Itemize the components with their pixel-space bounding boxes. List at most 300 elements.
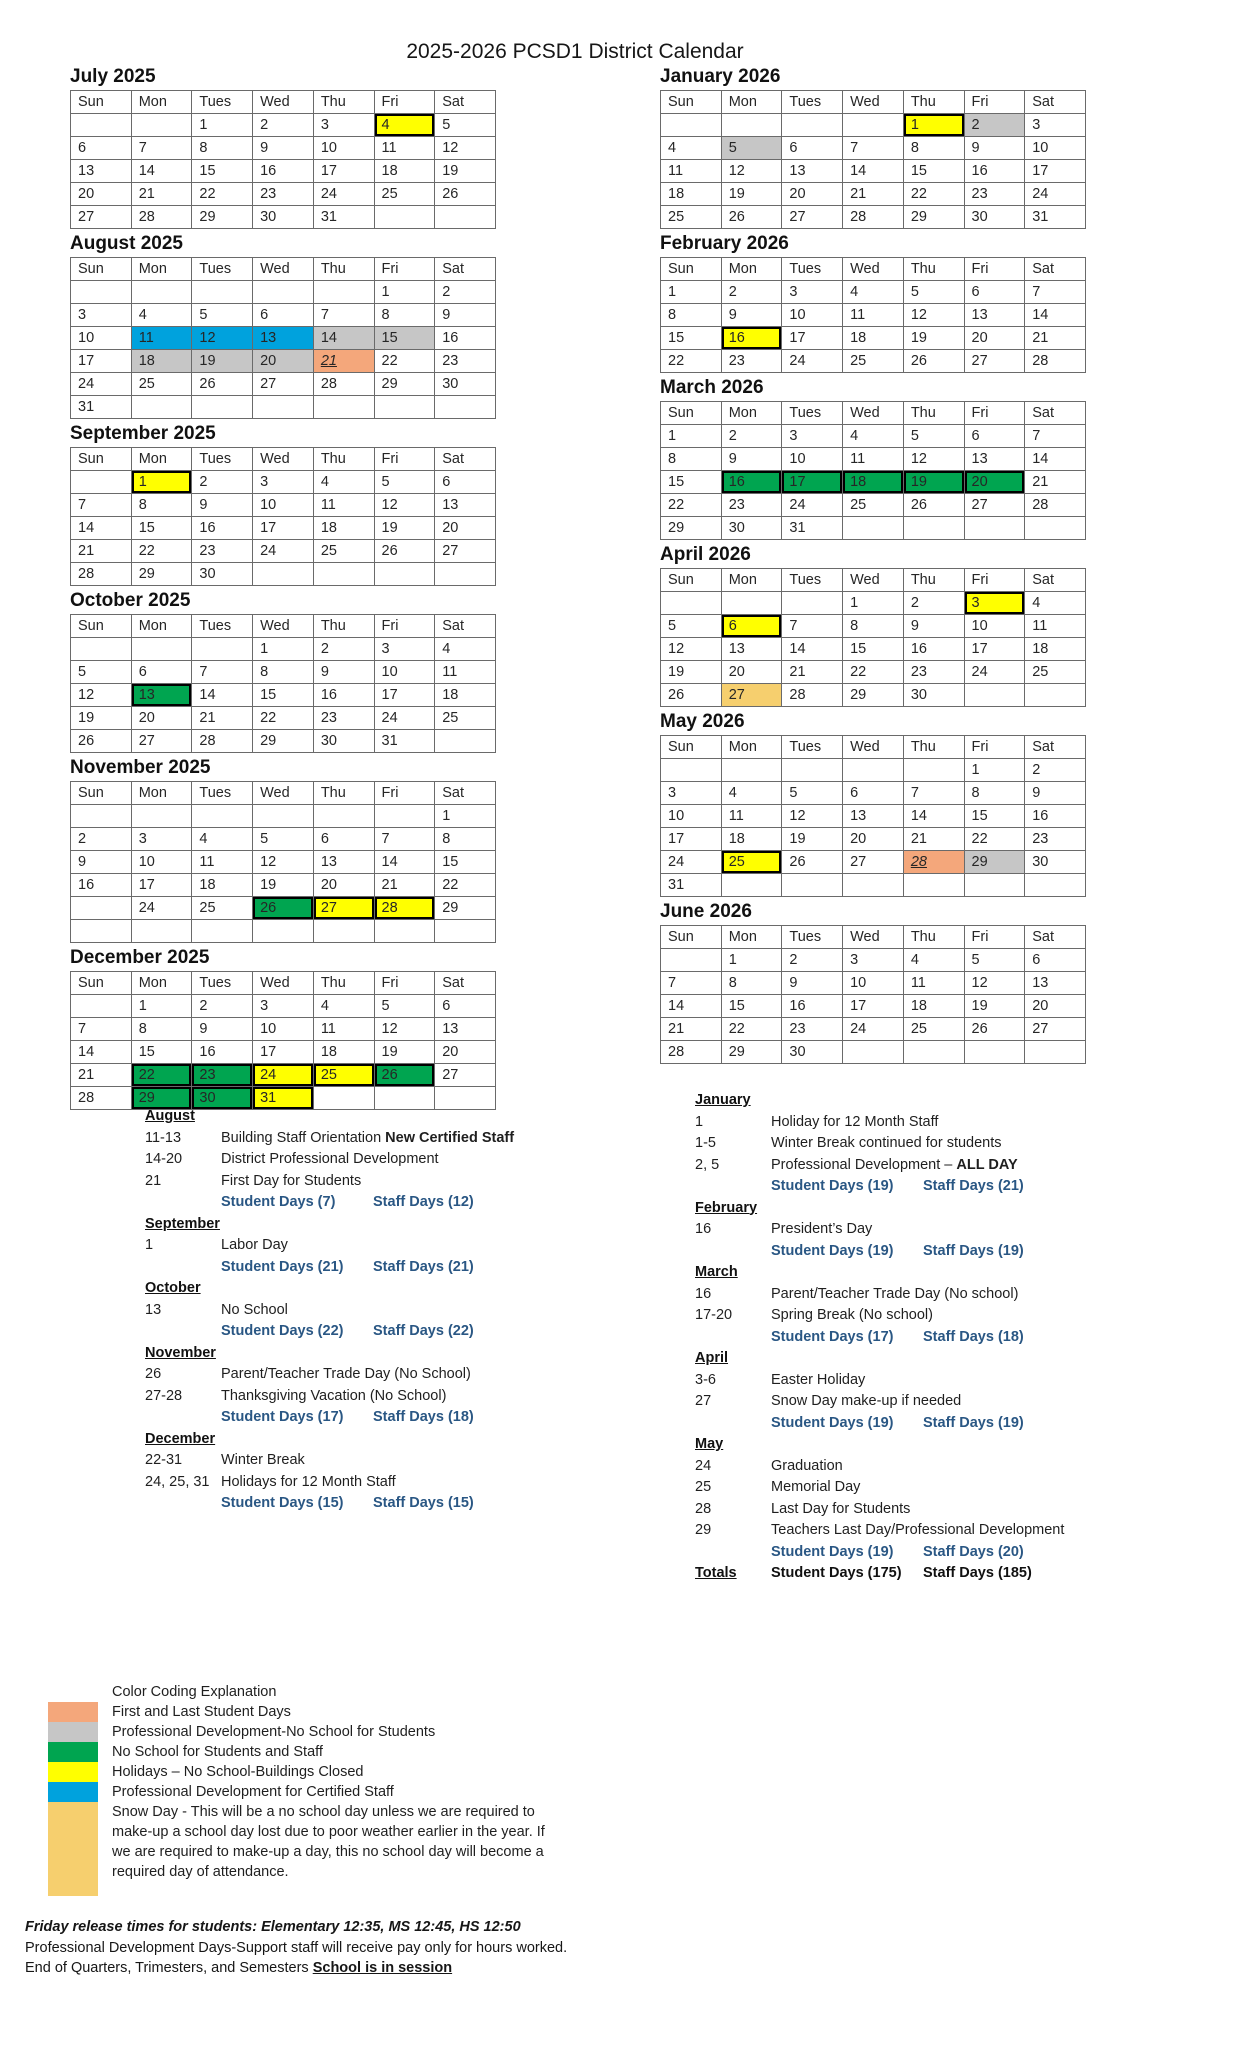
notes-month-header: December xyxy=(145,1430,216,1447)
note-line xyxy=(145,1386,605,1408)
day-header-row xyxy=(71,972,496,995)
day-cell: 13 xyxy=(71,160,132,183)
week-row xyxy=(71,396,496,419)
event-description: First Day for Students xyxy=(221,1172,362,1189)
day-cell: 19 xyxy=(903,327,964,350)
note-line xyxy=(145,1364,605,1386)
day-cell: 5 xyxy=(435,114,496,137)
note-line xyxy=(695,1542,1195,1564)
day-cell: 1 xyxy=(192,114,253,137)
day-cell: 10 xyxy=(1025,137,1086,160)
day-cell: 20 xyxy=(435,1041,496,1064)
day-header-cell: Fri xyxy=(374,782,435,805)
week-row xyxy=(661,425,1086,448)
day-cell: 11 xyxy=(843,448,904,471)
day-header-cell: Sat xyxy=(1025,402,1086,425)
day-cell: 26 xyxy=(435,183,496,206)
day-cell: 24 xyxy=(661,851,722,874)
day-header-cell: Sun xyxy=(661,926,722,949)
day-header-cell: Tues xyxy=(782,569,843,592)
notes-month-may xyxy=(695,1434,1195,1563)
day-cell xyxy=(903,517,964,540)
day-cell: 19 xyxy=(374,517,435,540)
day-header-cell: Wed xyxy=(253,258,314,281)
note-line xyxy=(145,1128,605,1150)
calendar-table xyxy=(70,781,496,943)
day-cell xyxy=(903,1041,964,1064)
day-header-cell: Thu xyxy=(903,258,964,281)
day-cell: 11 xyxy=(313,494,374,517)
day-cell: 20 xyxy=(313,874,374,897)
day-cell: 9 xyxy=(253,137,314,160)
day-cell xyxy=(782,874,843,897)
day-cell: 22 xyxy=(374,350,435,373)
day-cell: 11 xyxy=(131,327,192,350)
week-row xyxy=(71,304,496,327)
legend-title-row xyxy=(48,1682,648,1702)
day-header-cell: Tues xyxy=(192,91,253,114)
day-cell: 29 xyxy=(435,897,496,920)
student-days-count: Student Days (17) xyxy=(771,1328,894,1345)
notes-month-december xyxy=(145,1429,605,1515)
day-cell xyxy=(721,114,782,137)
day-cell xyxy=(192,281,253,304)
month-title: December 2025 xyxy=(70,947,210,968)
day-cell xyxy=(903,759,964,782)
day-cell: 18 xyxy=(313,1041,374,1064)
day-cell: 10 xyxy=(253,494,314,517)
day-cell: 23 xyxy=(313,707,374,730)
day-cell xyxy=(71,114,132,137)
day-cell: 21 xyxy=(903,828,964,851)
day-cell: 28 xyxy=(1025,350,1086,373)
day-cell: 11 xyxy=(721,805,782,828)
day-header-row xyxy=(661,91,1086,114)
month-title: July 2025 xyxy=(70,66,156,87)
note-line xyxy=(695,1456,1195,1478)
day-header-cell: Thu xyxy=(313,91,374,114)
day-cell: 5 xyxy=(782,782,843,805)
calendar-table xyxy=(70,257,496,419)
day-cell: 30 xyxy=(435,373,496,396)
day-cell: 25 xyxy=(843,494,904,517)
day-cell: 8 xyxy=(964,782,1025,805)
day-header-cell: Fri xyxy=(964,736,1025,759)
day-cell xyxy=(253,281,314,304)
day-cell: 24 xyxy=(313,183,374,206)
day-cell: 23 xyxy=(192,1064,253,1087)
week-row xyxy=(71,920,496,943)
event-description: Building Staff Orientation New Certified Staff xyxy=(221,1129,515,1146)
day-cell: 23 xyxy=(903,661,964,684)
note-line xyxy=(695,1284,1195,1306)
day-cell: 11 xyxy=(1025,615,1086,638)
event-dates: 25 xyxy=(695,1479,712,1495)
day-header-cell: Sat xyxy=(1025,736,1086,759)
student-days-count: Student Days (17) xyxy=(221,1409,344,1425)
day-cell: 13 xyxy=(253,327,314,350)
week-row xyxy=(661,206,1086,229)
day-cell: 29 xyxy=(964,851,1025,874)
event-dates: 22-31 xyxy=(145,1452,183,1468)
day-cell: 21 xyxy=(1025,327,1086,350)
week-row xyxy=(661,304,1086,327)
event-description: Parent/Teacher Trade Day (No School) xyxy=(221,1366,471,1382)
day-cell: 26 xyxy=(721,206,782,229)
event-description: Parent/Teacher Trade Day (No school) xyxy=(771,1285,1019,1302)
day-cell: 25 xyxy=(1025,661,1086,684)
day-cell: 5 xyxy=(192,304,253,327)
day-header-cell: Sat xyxy=(435,258,496,281)
note-line xyxy=(145,1343,605,1365)
day-cell xyxy=(71,920,132,943)
week-row xyxy=(71,805,496,828)
day-cell xyxy=(253,563,314,586)
day-cell: 3 xyxy=(131,828,192,851)
event-dates: 24 xyxy=(695,1457,712,1474)
notes-month-february xyxy=(695,1198,1195,1263)
totals-student-days: Student Days (175) xyxy=(771,1565,902,1581)
day-cell: 3 xyxy=(782,425,843,448)
day-cell xyxy=(435,730,496,753)
day-cell: 20 xyxy=(782,183,843,206)
event-dates: 14-20 xyxy=(145,1151,183,1167)
day-cell: 18 xyxy=(313,517,374,540)
day-header-cell: Sun xyxy=(71,782,132,805)
day-cell: 24 xyxy=(782,494,843,517)
legend-title: Color Coding Explanation xyxy=(112,1684,277,1700)
day-cell xyxy=(313,281,374,304)
day-cell: 16 xyxy=(192,517,253,540)
notes-month-header: March xyxy=(695,1264,738,1280)
day-header-cell: Sun xyxy=(71,448,132,471)
day-cell: 22 xyxy=(903,183,964,206)
day-cell: 12 xyxy=(782,805,843,828)
day-cell: 26 xyxy=(964,1018,1025,1041)
day-cell: 17 xyxy=(782,327,843,350)
day-cell: 5 xyxy=(253,828,314,851)
note-line xyxy=(695,1198,1195,1220)
event-dates: 1 xyxy=(695,1113,704,1130)
day-cell: 16 xyxy=(903,638,964,661)
note-line xyxy=(695,1262,1195,1284)
notes-month-header: April xyxy=(695,1350,729,1366)
note-line xyxy=(695,1370,1195,1392)
day-cell: 7 xyxy=(131,137,192,160)
week-row xyxy=(71,707,496,730)
day-cell: 1 xyxy=(903,114,964,137)
day-cell: 20 xyxy=(721,661,782,684)
day-header-cell: Sun xyxy=(661,258,722,281)
day-cell xyxy=(843,874,904,897)
day-cell xyxy=(964,874,1025,897)
calendar-table xyxy=(70,90,496,229)
day-cell: 13 xyxy=(782,160,843,183)
day-cell xyxy=(661,592,722,615)
note-line xyxy=(695,1133,1195,1155)
day-cell: 1 xyxy=(661,281,722,304)
day-cell: 11 xyxy=(903,972,964,995)
day-cell xyxy=(721,759,782,782)
day-cell: 17 xyxy=(253,517,314,540)
day-header-cell: Tues xyxy=(192,972,253,995)
day-cell: 30 xyxy=(903,684,964,707)
day-cell: 6 xyxy=(964,425,1025,448)
day-header-cell: Thu xyxy=(903,736,964,759)
note-line xyxy=(695,1219,1195,1241)
day-header-cell: Sat xyxy=(435,91,496,114)
day-cell: 2 xyxy=(721,425,782,448)
day-header-cell: Sat xyxy=(1025,569,1086,592)
day-header-row xyxy=(71,258,496,281)
notes-month-october xyxy=(145,1278,605,1343)
day-cell: 5 xyxy=(964,949,1025,972)
legend-item-label: Snow Day - This will be a no school day unless we are required to make-up a school day lost due to poor weather earlier in the year. If we are required to make-up a day, this no school day will become a required day of attendance. xyxy=(112,1804,545,1880)
day-cell: 8 xyxy=(661,304,722,327)
day-cell: 2 xyxy=(782,949,843,972)
day-cell: 16 xyxy=(435,327,496,350)
day-header-cell: Tues xyxy=(782,926,843,949)
day-header-cell: Wed xyxy=(843,926,904,949)
footer-release-times: Friday release times for students: Elementary 12:35, MS 12:45, HS 12:50 xyxy=(25,1919,521,1935)
day-cell: 5 xyxy=(71,661,132,684)
month-title: March 2026 xyxy=(660,377,764,398)
note-line xyxy=(695,1477,1195,1499)
day-header-cell: Mon xyxy=(131,448,192,471)
week-row xyxy=(71,160,496,183)
day-cell xyxy=(71,281,132,304)
week-row xyxy=(71,206,496,229)
legend-item xyxy=(48,1742,648,1762)
day-cell: 18 xyxy=(131,350,192,373)
week-row xyxy=(661,851,1086,874)
student-days-count: Student Days (21) xyxy=(221,1258,344,1275)
day-header-cell: Sat xyxy=(1025,91,1086,114)
day-header-cell: Wed xyxy=(253,782,314,805)
day-cell: 21 xyxy=(131,183,192,206)
day-cell: 22 xyxy=(661,350,722,373)
day-cell: 28 xyxy=(131,206,192,229)
day-cell: 3 xyxy=(782,281,843,304)
day-cell: 14 xyxy=(903,805,964,828)
day-cell: 18 xyxy=(661,183,722,206)
day-cell: 17 xyxy=(374,684,435,707)
day-cell: 16 xyxy=(313,684,374,707)
day-cell: 20 xyxy=(253,350,314,373)
event-dates: 13 xyxy=(145,1301,162,1318)
day-cell: 2 xyxy=(964,114,1025,137)
day-cell: 8 xyxy=(192,137,253,160)
month-august-2025 xyxy=(70,233,496,419)
day-cell: 9 xyxy=(721,448,782,471)
day-cell: 14 xyxy=(1025,304,1086,327)
day-cell: 3 xyxy=(964,592,1025,615)
day-cell: 2 xyxy=(903,592,964,615)
calendar-table xyxy=(660,257,1086,373)
note-line xyxy=(145,1300,605,1322)
day-cell: 21 xyxy=(374,874,435,897)
day-cell xyxy=(253,396,314,419)
legend-items xyxy=(48,1702,648,1896)
day-cell: 17 xyxy=(964,638,1025,661)
day-cell: 24 xyxy=(843,1018,904,1041)
day-cell: 25 xyxy=(374,183,435,206)
day-header-row xyxy=(71,615,496,638)
legend-item xyxy=(48,1702,648,1722)
notes-column-left xyxy=(145,1106,605,1515)
day-cell: 9 xyxy=(1025,782,1086,805)
note-line xyxy=(145,1214,605,1236)
day-header-cell: Sun xyxy=(71,91,132,114)
day-header-cell: Sun xyxy=(71,972,132,995)
day-cell: 30 xyxy=(192,563,253,586)
staff-days-count: Staff Days (21) xyxy=(373,1258,474,1275)
day-cell xyxy=(192,638,253,661)
day-cell: 20 xyxy=(843,828,904,851)
day-cell: 27 xyxy=(71,206,132,229)
day-cell: 9 xyxy=(721,304,782,327)
day-cell: 25 xyxy=(843,350,904,373)
week-row xyxy=(71,137,496,160)
day-cell: 20 xyxy=(964,327,1025,350)
month-may-2026 xyxy=(660,711,1086,897)
event-dates: 26 xyxy=(145,1366,162,1382)
day-cell: 21 xyxy=(71,540,132,563)
day-header-row xyxy=(661,569,1086,592)
student-days-count: Student Days (7) xyxy=(221,1194,336,1210)
day-cell: 9 xyxy=(192,494,253,517)
week-row xyxy=(661,684,1086,707)
staff-days-count: Staff Days (18) xyxy=(373,1409,474,1425)
event-dates: 27-28 xyxy=(145,1387,183,1404)
month-january-2026 xyxy=(660,66,1086,229)
totals-label: Totals xyxy=(695,1565,737,1581)
week-row xyxy=(71,373,496,396)
event-description: Snow Day make-up if needed xyxy=(771,1393,962,1409)
day-cell: 29 xyxy=(192,206,253,229)
day-header-cell: Sat xyxy=(435,782,496,805)
day-header-cell: Thu xyxy=(903,402,964,425)
week-row xyxy=(71,327,496,350)
legend-color-swatch xyxy=(48,1782,98,1802)
day-cell: 21 xyxy=(782,661,843,684)
day-cell: 24 xyxy=(1025,183,1086,206)
day-cell: 8 xyxy=(903,137,964,160)
day-cell: 23 xyxy=(782,1018,843,1041)
event-dates: 27 xyxy=(695,1393,712,1409)
day-cell: 11 xyxy=(313,1018,374,1041)
day-cell: 4 xyxy=(131,304,192,327)
week-row xyxy=(71,1064,496,1087)
event-description: Teachers Last Day/Professional Development xyxy=(771,1522,1065,1538)
day-header-cell: Fri xyxy=(964,258,1025,281)
day-cell: 7 xyxy=(192,661,253,684)
day-cell xyxy=(192,920,253,943)
day-cell: 6 xyxy=(843,782,904,805)
day-cell: 17 xyxy=(313,160,374,183)
day-cell: 18 xyxy=(1025,638,1086,661)
day-cell: 22 xyxy=(253,707,314,730)
day-cell: 6 xyxy=(435,995,496,1018)
day-header-cell: Thu xyxy=(313,258,374,281)
day-cell: 3 xyxy=(661,782,722,805)
note-line xyxy=(695,1499,1195,1521)
day-header-cell: Tues xyxy=(782,402,843,425)
day-cell: 21 xyxy=(313,350,374,373)
day-cell: 5 xyxy=(661,615,722,638)
day-cell: 26 xyxy=(71,730,132,753)
note-line xyxy=(145,1493,605,1515)
day-cell: 20 xyxy=(435,517,496,540)
day-cell: 6 xyxy=(435,471,496,494)
week-row xyxy=(661,494,1086,517)
day-header-cell: Sun xyxy=(661,569,722,592)
day-cell: 18 xyxy=(435,684,496,707)
day-cell: 24 xyxy=(374,707,435,730)
day-cell: 18 xyxy=(721,828,782,851)
note-line xyxy=(695,1563,1195,1585)
week-row xyxy=(661,759,1086,782)
day-header-cell: Tues xyxy=(782,736,843,759)
day-cell: 10 xyxy=(313,137,374,160)
day-header-cell: Sun xyxy=(71,258,132,281)
day-cell: 4 xyxy=(903,949,964,972)
day-cell: 30 xyxy=(782,1041,843,1064)
month-february-2026 xyxy=(660,233,1086,373)
student-days-count: Student Days (19) xyxy=(771,1178,894,1194)
day-header-cell: Mon xyxy=(721,258,782,281)
day-cell: 31 xyxy=(1025,206,1086,229)
day-header-cell: Sat xyxy=(435,615,496,638)
notes-month-january xyxy=(695,1090,1195,1198)
day-cell: 3 xyxy=(253,995,314,1018)
day-cell: 22 xyxy=(661,494,722,517)
note-line xyxy=(695,1176,1195,1198)
day-cell: 26 xyxy=(903,350,964,373)
day-cell: 26 xyxy=(903,494,964,517)
week-row xyxy=(661,638,1086,661)
notes-month-november xyxy=(145,1343,605,1429)
note-line xyxy=(145,1257,605,1279)
day-cell: 8 xyxy=(374,304,435,327)
day-header-cell: Wed xyxy=(253,615,314,638)
day-cell xyxy=(71,471,132,494)
notes-month-header: October xyxy=(145,1280,201,1296)
day-cell: 14 xyxy=(192,684,253,707)
month-title: February 2026 xyxy=(660,233,789,254)
week-row xyxy=(71,471,496,494)
day-cell: 16 xyxy=(71,874,132,897)
day-cell: 28 xyxy=(903,851,964,874)
note-line xyxy=(145,1235,605,1257)
day-cell xyxy=(253,805,314,828)
day-header-cell: Fri xyxy=(374,258,435,281)
event-description: Graduation xyxy=(771,1457,843,1474)
day-header-cell: Fri xyxy=(374,448,435,471)
day-cell: 14 xyxy=(661,995,722,1018)
day-cell: 20 xyxy=(71,183,132,206)
day-cell: 19 xyxy=(661,661,722,684)
day-cell: 3 xyxy=(313,114,374,137)
day-cell: 23 xyxy=(721,350,782,373)
day-cell xyxy=(903,874,964,897)
day-cell: 30 xyxy=(1025,851,1086,874)
day-cell: 31 xyxy=(253,1087,314,1110)
notes-month-august xyxy=(145,1106,605,1214)
legend-color-swatch xyxy=(48,1722,98,1742)
month-november-2025 xyxy=(70,757,496,943)
event-dates: 16 xyxy=(695,1285,712,1302)
